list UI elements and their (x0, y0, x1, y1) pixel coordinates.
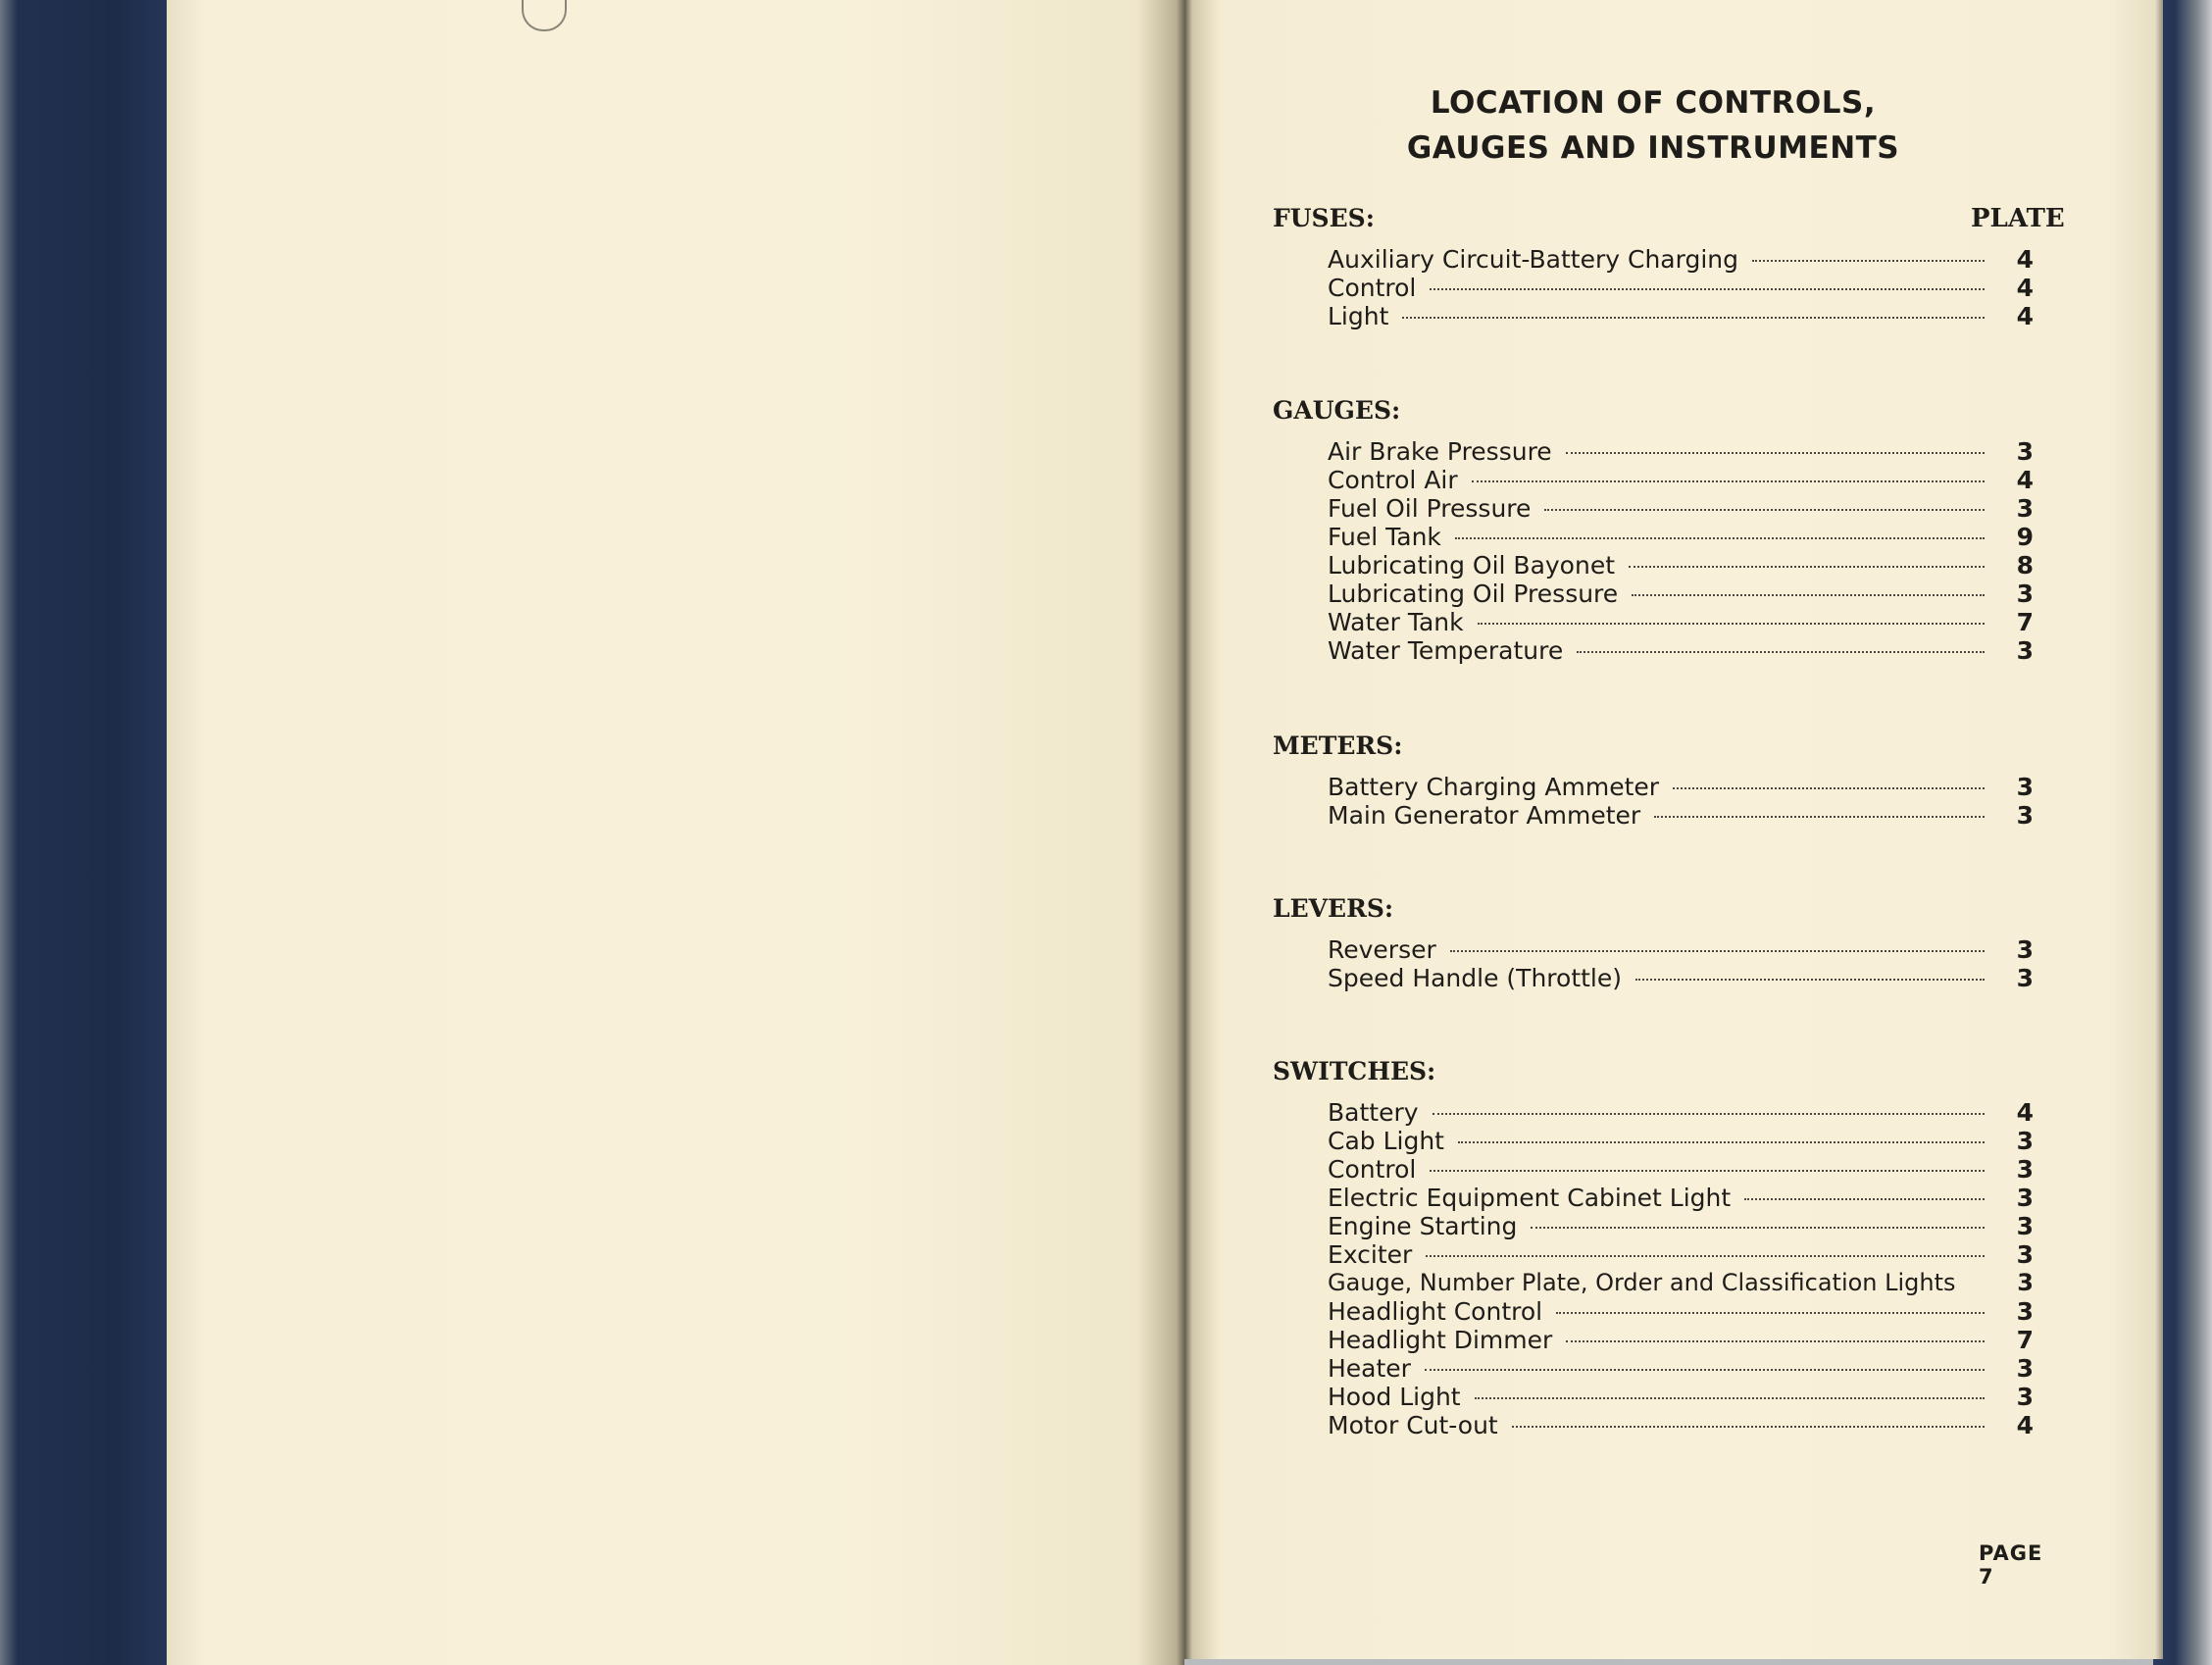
section-meters (1271, 732, 2036, 830)
plate-number: 3 (2016, 1127, 2034, 1155)
list-item (1328, 1269, 2034, 1297)
list-item (1328, 935, 2034, 964)
title-line-2: GAUGES AND INSTRUMENTS (1406, 130, 1900, 166)
section-title: FUSES: (1273, 204, 1375, 232)
entry-label: Lubricating Oil Pressure (1328, 580, 1619, 608)
section-title: SWITCHES: (1273, 1057, 1436, 1085)
leader-dots (1544, 509, 1985, 511)
list-item (1328, 580, 2034, 608)
section-title: GAUGES: (1273, 396, 1401, 425)
list-item (1328, 1098, 2034, 1127)
entry-label: Control Air (1328, 466, 1458, 494)
plate-number: 3 (2016, 935, 2034, 964)
entry-label: Fuel Tank (1328, 523, 1441, 551)
page-hole (522, 0, 567, 31)
page-number: PAGE 7 (1979, 1541, 2043, 1589)
entry-label: Battery Charging Ammeter (1328, 773, 1660, 801)
plate-number: 4 (2016, 1411, 2034, 1439)
entry-label: Water Tank (1328, 608, 1464, 636)
plate-number: 3 (2016, 437, 2034, 466)
list-item (1328, 1184, 2034, 1212)
entry-label: Speed Handle (Throttle) (1328, 964, 1622, 992)
leader-dots (1556, 1312, 1985, 1314)
list-item (1328, 608, 2034, 636)
plate-number: 3 (2016, 1383, 2034, 1411)
list-item (1328, 1240, 2034, 1269)
section-levers (1271, 894, 2036, 992)
entry-label: Headlight Control (1328, 1297, 1543, 1326)
plate-number: 3 (2016, 636, 2034, 665)
leader-dots (1433, 1113, 1985, 1115)
entry-label: Engine Starting (1328, 1212, 1518, 1240)
entry-label: Air Brake Pressure (1328, 437, 1552, 466)
entry-label: Gauge, Number Plate, Order and Classification Lights (1328, 1269, 1956, 1296)
list-item (1328, 274, 2034, 302)
entry-label: Battery (1328, 1098, 1419, 1127)
plate-number: 4 (2016, 1098, 2034, 1127)
leader-dots (1402, 317, 1985, 319)
entry-label: Fuel Oil Pressure (1328, 494, 1532, 523)
entry-label: Exciter (1328, 1240, 1413, 1269)
left-page (167, 0, 1184, 1665)
page-title (1271, 80, 2036, 171)
entry-label: Control (1328, 1155, 1417, 1184)
leader-dots (1430, 288, 1985, 290)
plate-column-header: PLATE (1971, 204, 2065, 233)
entry-label: Headlight Dimmer (1328, 1326, 1553, 1354)
leader-dots (1632, 594, 1985, 596)
list-item (1328, 1326, 2034, 1354)
leader-dots (1635, 979, 1985, 981)
entry-label: Hood Light (1328, 1383, 1461, 1411)
list-item (1328, 466, 2034, 494)
leader-dots (1566, 1340, 1985, 1342)
leader-dots (1512, 1426, 1985, 1428)
leader-dots (1654, 816, 1985, 818)
entry-label: Cab Light (1328, 1127, 1444, 1155)
leader-dots (1577, 651, 1985, 653)
list-item (1328, 523, 2034, 551)
leader-dots (1455, 537, 1985, 539)
list-item (1328, 1297, 2034, 1326)
plate-number: 3 (2016, 1240, 2034, 1269)
list-item (1328, 964, 2034, 992)
leader-dots (1458, 1141, 1985, 1143)
list-item (1328, 1127, 2034, 1155)
list-item (1328, 636, 2034, 665)
leader-dots (1744, 1198, 1985, 1200)
list-item (1328, 1155, 2034, 1184)
section-title: METERS: (1273, 732, 1403, 760)
list-item (1328, 1411, 2034, 1439)
plate-number: 4 (2016, 245, 2034, 274)
plate-number: 4 (2016, 302, 2034, 330)
plate-number: 3 (2016, 964, 2034, 992)
leader-dots (1752, 260, 1985, 262)
list-item (1328, 302, 2034, 330)
document-content (1271, 69, 2065, 1598)
leader-dots (1531, 1227, 1985, 1229)
section-gauges (1271, 396, 2036, 665)
plate-number: 3 (2016, 801, 2034, 830)
plate-number: 3 (2017, 1269, 2034, 1296)
plate-number: 7 (2016, 608, 2034, 636)
section-fuses (1271, 204, 2036, 330)
plate-number: 3 (2016, 1155, 2034, 1184)
plate-number: 3 (2016, 1297, 2034, 1326)
entry-label: Control (1328, 274, 1417, 302)
entry-label: Motor Cut-out (1328, 1411, 1498, 1439)
plate-number: 4 (2016, 274, 2034, 302)
list-item (1328, 551, 2034, 580)
section-switches (1271, 1057, 2036, 1439)
list-item (1328, 773, 2034, 801)
entry-label: Main Generator Ammeter (1328, 801, 1641, 830)
leader-dots (1478, 623, 1985, 625)
plate-number: 3 (2016, 580, 2034, 608)
plate-number: 3 (2016, 773, 2034, 801)
list-item (1328, 437, 2034, 466)
leader-dots (1629, 566, 1985, 568)
entry-label: Auxiliary Circuit-Battery Charging (1328, 245, 1738, 274)
entry-list (1328, 773, 2034, 830)
list-item (1328, 245, 2034, 274)
leader-dots (1426, 1255, 1985, 1257)
plate-number: 3 (2016, 1212, 2034, 1240)
leader-dots (1430, 1170, 1985, 1172)
leader-dots (1425, 1369, 1985, 1371)
plate-number: 7 (2016, 1326, 2034, 1354)
leader-dots (1472, 480, 1985, 482)
entry-list (1328, 1098, 2034, 1439)
entry-label: Lubricating Oil Bayonet (1328, 551, 1616, 580)
plate-number: 3 (2016, 1354, 2034, 1383)
entry-label: Reverser (1328, 935, 1436, 964)
plate-number: 3 (2016, 1184, 2034, 1212)
entry-list (1328, 935, 2034, 992)
list-item (1328, 801, 2034, 830)
leader-dots (1475, 1397, 1985, 1399)
plate-number: 9 (2016, 523, 2034, 551)
plate-number: 4 (2016, 466, 2034, 494)
list-item (1328, 494, 2034, 523)
plate-number: 8 (2016, 551, 2034, 580)
plate-number: 3 (2016, 494, 2034, 523)
leader-dots (1450, 950, 1985, 952)
title-line-1: LOCATION OF CONTROLS, (1430, 85, 1877, 121)
entry-label: Light (1328, 302, 1389, 330)
entry-label: Electric Equipment Cabinet Light (1328, 1184, 1732, 1212)
entry-label: Heater (1328, 1354, 1411, 1383)
entry-list (1328, 245, 2034, 330)
entry-list (1328, 437, 2034, 665)
leader-dots (1673, 787, 1985, 789)
book-cover-left (0, 0, 186, 1665)
list-item (1328, 1383, 2034, 1411)
leader-dots (1566, 452, 1985, 454)
list-item (1328, 1354, 2034, 1383)
entry-label: Water Temperature (1328, 636, 1564, 665)
list-item (1328, 1212, 2034, 1240)
section-title: LEVERS: (1273, 894, 1394, 923)
